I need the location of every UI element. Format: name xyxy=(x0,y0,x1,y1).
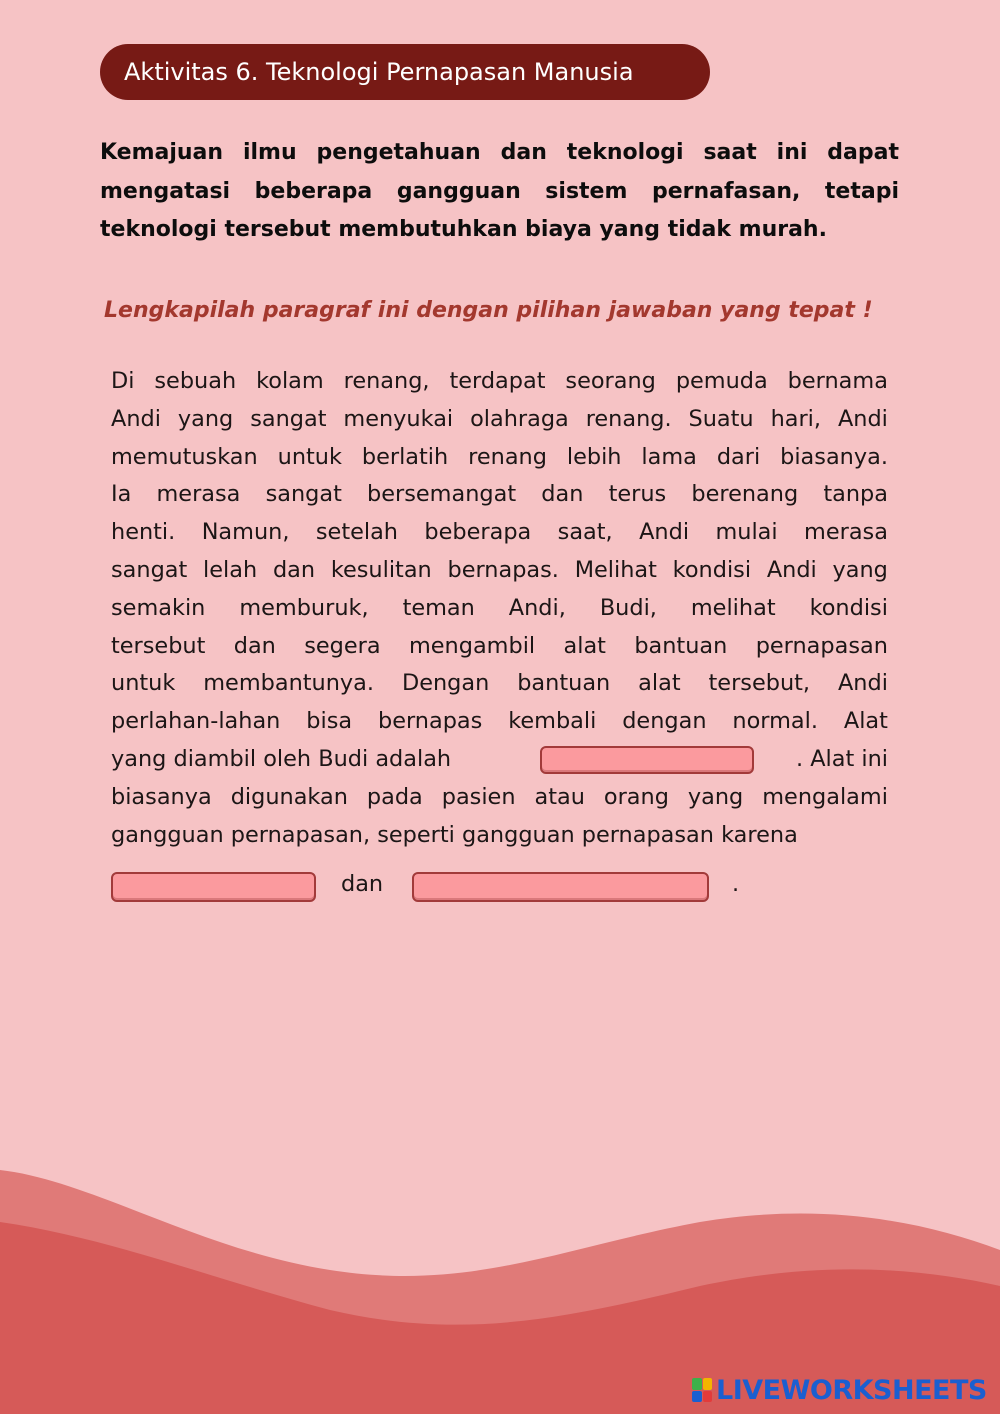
text-before-blank: yang diambil oleh Budi adalah xyxy=(111,745,452,772)
answer-blank-2[interactable] xyxy=(111,872,316,902)
logo-text: LIVEWORKSHEETS xyxy=(716,1374,987,1406)
activity-title: Aktivitas 6. Teknologi Pernapasan Manusia xyxy=(100,44,710,100)
text-after-blank: . Alat ini xyxy=(795,745,888,772)
instruction-text: Lengkapilah paragraf ini dengan pilihan jawaban yang tepat ! xyxy=(104,298,873,323)
story-line: henti. Namun, setelah beberapa saat, Andi mulai merasa xyxy=(111,519,888,546)
story-line: semakin memburuk, teman Andi, Budi, melihat kondisi xyxy=(111,594,888,621)
story-line: memutuskan untuk berlatih renang lebih lama dari biasanya. xyxy=(111,443,888,470)
story-line: sangat lelah dan kesulitan bernapas. Melihat kondisi Andi yang xyxy=(111,556,888,583)
story-line: Ia merasa sangat bersemangat dan terus berenang tanpa xyxy=(111,481,888,508)
story-line: Di sebuah kolam renang, terdapat seorang pemuda bernama xyxy=(111,368,888,394)
answer-blank-3[interactable] xyxy=(412,872,709,902)
story-line: Andi yang sangat menyukai olahraga renang. Suatu hari, Andi xyxy=(111,405,888,432)
logo-badge-icon xyxy=(692,1378,712,1402)
liveworksheets-logo[interactable] xyxy=(692,1374,987,1406)
story-line: gangguan pernapasan, seperti gangguan pernapasan karena xyxy=(111,821,798,848)
story-line: perlahan-lahan bisa bernapas kembali dengan normal. Alat xyxy=(111,708,888,735)
story-line-with-blank xyxy=(111,741,888,779)
intro-paragraph: Kemajuan ilmu pengetahuan dan teknologi saat ini dapat mengatasi beberapa gangguan sistem pernafasan, tetapi teknologi tersebut membutuhkan biaya yang tidak murah. xyxy=(100,140,899,242)
story-line: biasanya digunakan pada pasien atau orang yang mengalami xyxy=(111,783,888,810)
end-punctuation: . xyxy=(732,871,740,897)
story-paragraph xyxy=(111,363,888,854)
connector-text: dan xyxy=(341,871,384,897)
story-line: untuk membantunya. Dengan bantuan alat tersebut, Andi xyxy=(111,670,888,697)
answer-blank-1[interactable] xyxy=(540,746,754,774)
story-line: tersebut dan segera mengambil alat bantuan pernapasan xyxy=(111,632,888,659)
